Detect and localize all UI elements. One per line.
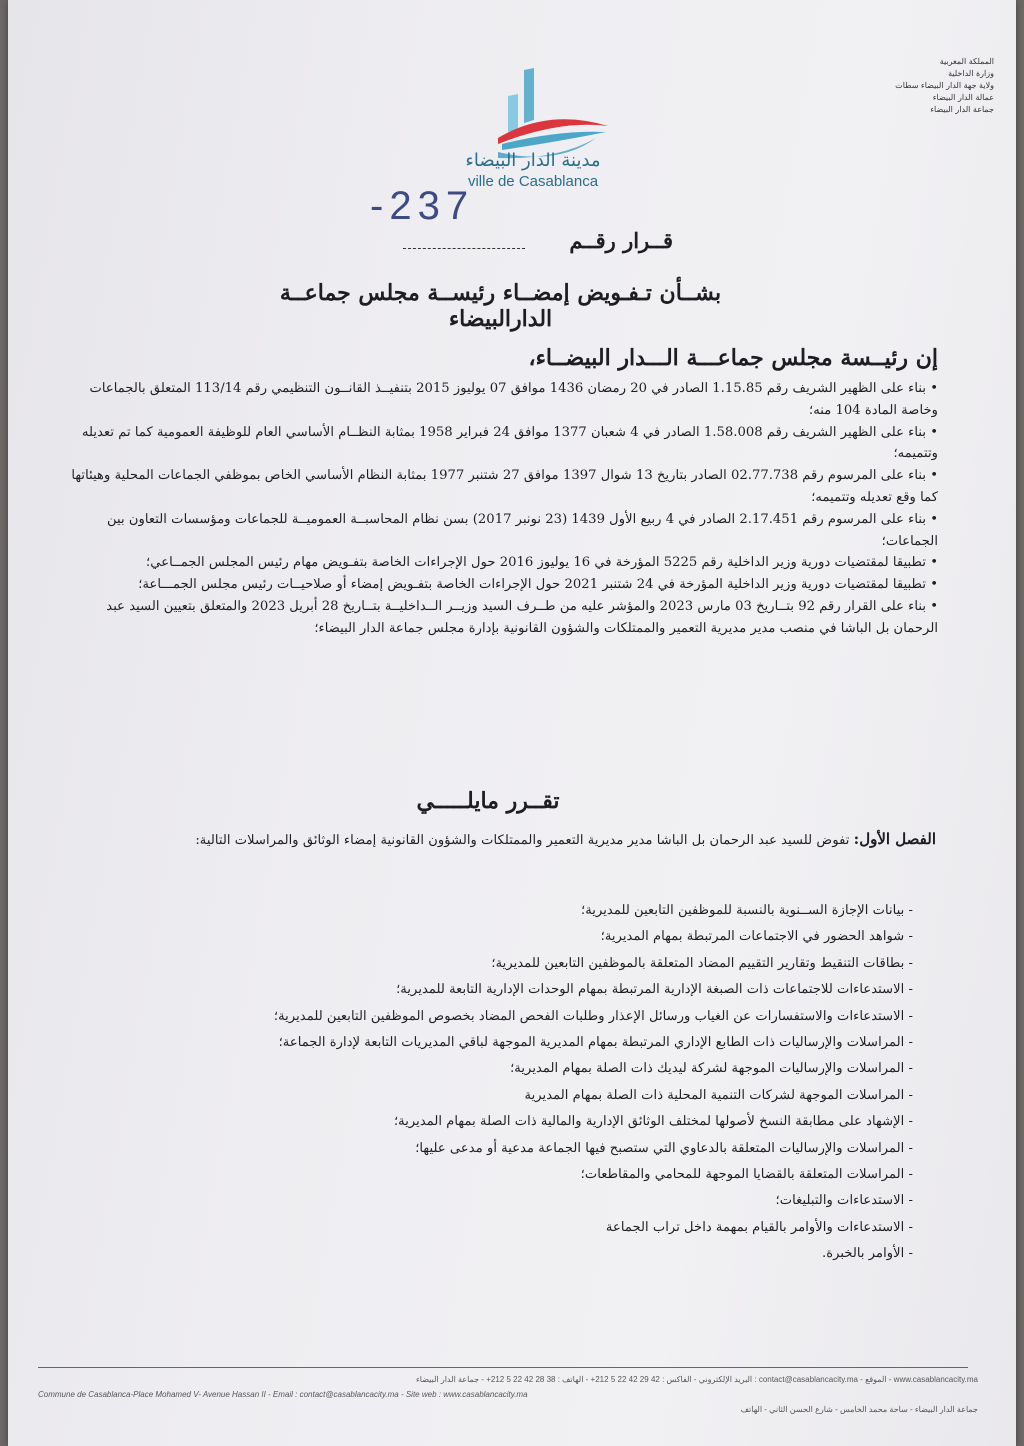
list-item: - المراسلات المتعلقة بالقضايا الموجهة للمحامي والمقاطعات؛ bbox=[580, 1167, 913, 1183]
footer-address-french: Commune de Casablanca-Place Mohamed V- Avenue Hassan II - Email : contact@casablancacity.ma - Site web : www.casablancacity.ma bbox=[38, 1390, 528, 1399]
legal-basis bbox=[58, 378, 938, 640]
list-item: - المراسلات الموجهة لشركات التنمية المحلية ذات الصلة بمهام المديرية bbox=[524, 1087, 913, 1103]
ministry-line: عمالة الدار البيضاء bbox=[932, 93, 994, 102]
basis-paragraph: • بناء على المرسوم رقم 02.77.738 الصادر بتاريخ 13 شوال 1397 موافق 27 شتنبر 1977 بمثابة النظام الأساسي الخاص بموظفي الجماعات المحلية وهيئاتها كما وقع تعديله وتتميمه؛ bbox=[71, 468, 938, 505]
list-item: - شواهد الحضور في الاجتماعات المرتبطة بمهام المديرية؛ bbox=[600, 929, 913, 945]
basis-paragraph: • بناء على الظهير الشريف رقم 1.15.85 الصادر في 20 رمضان 1436 موافق 07 يوليوز 2015 بتنفيــذ القانــون التنظيمي رقم 113/14 المتعلق بالجماعات وخاصة المادة 104 منه؛ bbox=[89, 381, 938, 418]
list-item: - المراسلات والإرساليات المتعلقة بالدعاوي التي ستصبح فيها الجماعة مدعية أو مدعى عليها؛ bbox=[415, 1140, 913, 1156]
ministry-header bbox=[894, 56, 994, 116]
list-item: - الأوامر بالخبرة. bbox=[822, 1246, 913, 1262]
article-one-text: تفوض للسيد عبد الرحمان بل الباشا مدير مديرية التعمير والممتلكات والشؤون القانونية إمضاء الوثائق والمراسلات التالية: bbox=[195, 833, 854, 848]
ministry-line: المملكة المغربية bbox=[939, 57, 994, 66]
delegated-documents-list bbox=[208, 898, 913, 1268]
list-item: - الاستدعاءات للاجتماعات ذات الصبغة الإدارية المرتبطة بمهام الوحدات الإدارية التابعة للمديرية؛ bbox=[396, 982, 913, 998]
basis-paragraph: • بناء على الظهير الشريف رقم 1.58.008 الصادر في 4 شعبان 1377 موافق 24 فبراير 1958 بمثابة النظــام الأساسي العام للوظيفة العمومية كما تم تعديله وتتميمه؛ bbox=[81, 424, 938, 462]
list-item: - بطاقات التنقيط وتقارير التقييم المضاد المتعلقة بالموظفين التابعين للمديرية؛ bbox=[491, 955, 913, 971]
logo-text-arabic: مدينة الدار البيضاء bbox=[465, 150, 601, 171]
list-item: - الاستدعاءات والتبليغات؛ bbox=[775, 1193, 913, 1209]
document-page bbox=[8, 0, 1016, 1446]
ministry-line: ولاية جهة الدار البيضاء سطات bbox=[895, 81, 994, 90]
stamp-dash: - bbox=[370, 184, 390, 228]
footer-divider bbox=[38, 1367, 968, 1368]
list-item: - المراسلات والإرساليات ذات الطابع الإداري المرتبطة بمهام المديرية الموجهة لباقي المديريات التابعة لإدارة الجماعة؛ bbox=[278, 1035, 913, 1051]
decision-number bbox=[370, 184, 474, 229]
footer-contact-line: www.casablancacity.ma - الموقع - contact@casablancacity.ma : البريد الإلكتروني - الفاكس : 42 29 42 22 5 212+ - الهاتف : 38 28 42 22 5 212+ - جماعة الدار البيضاء bbox=[416, 1375, 978, 1384]
basis-paragraph: • بناء على القرار رقم 92 بتــاريخ 03 مارس 2023 والمؤشر عليه من طــرف السيد وزيــر الــداخليــة بتــاريخ 28 أبريل 2023 والمتعلق بتعيين السيد عبد الرحمان بل الباشا في منصب مدير مديرية التعمير والممتلكات والشؤون القانونية بإدارة مجلس جماعة الدار البيضاء؛ bbox=[106, 598, 938, 636]
list-item: - الاستدعاءات والأوامر بالقيام بمهمة داخل تراب الجماعة bbox=[605, 1219, 913, 1235]
basis-paragraph: • تطبيقا لمقتضيات دورية وزير الداخلية رقم 5225 المؤرخة في 16 يوليوز 2016 حول الإجراءات الخاصة بتفـويض مهام رئيس المجلس الجمــاعي؛ bbox=[146, 555, 938, 571]
decision-label: قــرار رقــم bbox=[569, 228, 673, 253]
article-one bbox=[68, 828, 936, 852]
ministry-line: جماعة الدار البيضاء bbox=[930, 105, 994, 114]
list-item: - الإشهاد على مطابقة النسخ لأصولها لمختلف الوثائق الإدارية والمالية ذات الصلة بمهام المديرية؛ bbox=[393, 1114, 913, 1130]
ministry-line: وزارة الداخلية bbox=[948, 69, 994, 78]
preamble: إن رئيــسة مجلس جماعـــة الـــدار البيضــاء، bbox=[528, 345, 938, 371]
logo-text-french: ville de Casablanca bbox=[467, 173, 599, 190]
footer-address-arabic: جماعة الدار البيضاء - ساحة محمد الخامس - شارع الحسن الثاني - الهاتف bbox=[740, 1405, 978, 1414]
decision-number-line bbox=[403, 248, 525, 249]
basis-paragraph: • بناء على المرسوم رقم 2.17.451 الصادر في 4 ربيع الأول 1439 (23 نونبر 2017) بسن نظام المحاسبــة العموميــة للجماعات ومؤسسات التعاون بين الجماعات؛ bbox=[106, 511, 938, 549]
list-item: - الاستدعاءات والاستفسارات عن الغياب ورسائل الإعذار وطلبات الفحص المضاد بخصوص الموظفين التابعين للمديرية؛ bbox=[273, 1008, 913, 1024]
decision-number-value: 237 bbox=[389, 184, 475, 228]
decides-heading: تقــرر مايلـــــي bbox=[416, 788, 560, 814]
article-one-title: الفصل الأول: bbox=[853, 830, 936, 848]
footer bbox=[38, 1372, 978, 1417]
list-item: - بيانات الإجازة الســنوية بالنسبة للموظفين التابعين للمديرية؛ bbox=[581, 903, 913, 918]
list-item: - المراسلات والإرساليات الموجهة لشركة ليديك ذات الصلة بمهام المديرية؛ bbox=[510, 1061, 913, 1077]
basis-paragraph: • تطبيقا لمقتضيات دورية وزير الداخلية المؤرخة في 24 شتنبر 2021 حول الإجراءات الخاصة بتفـويض إمضاء أو صلاحيــات رئيس مجلس الجمـــاعة؛ bbox=[138, 577, 938, 593]
document-subject: بشــأن تـفـويض إمضــاء رئيســة مجلس جماعــة الدارالبيضاء bbox=[279, 280, 722, 332]
